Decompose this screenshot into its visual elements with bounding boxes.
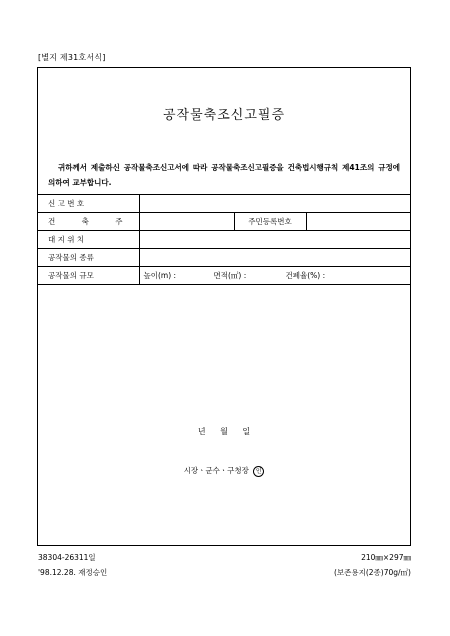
site-label: 대 지 위 치 — [38, 231, 139, 249]
approval-note: '98.12.28. 재정승인 — [38, 568, 108, 577]
resident-number-value — [306, 213, 410, 231]
certificate-frame — [37, 67, 411, 546]
page-title: 공작물축조신고필증 — [162, 108, 286, 123]
resident-number-label: 주민등록번호 — [234, 213, 306, 231]
site-value — [139, 231, 410, 249]
report-number-label: 신 고 번 호 — [38, 195, 139, 213]
paper-spec: (보존용지(2종)70g/㎡) — [333, 568, 411, 577]
table-row — [38, 267, 410, 285]
table-row — [38, 195, 410, 213]
table-row — [38, 231, 410, 249]
table-row — [38, 249, 410, 267]
kind-label: 공작물의 종류 — [38, 249, 139, 267]
form-number: [별지 제31호서식] — [38, 53, 106, 62]
issuer-line — [38, 465, 410, 477]
scale-label: 공작물의 규모 — [38, 267, 139, 285]
info-table — [38, 194, 410, 285]
coverage-label: 건폐율(%) : — [285, 271, 326, 280]
owner-label — [38, 213, 139, 231]
kind-value — [139, 249, 410, 267]
issue-date: 년 월 일 — [197, 427, 251, 436]
area-label: 면적(㎡) : — [213, 271, 247, 280]
seal-mark: 인 — [253, 466, 264, 477]
intro-text: 귀하께서 제출하신 공작물축조신고서에 따라 공작물축조신고필증을 건축법시행규칙 제41조의 규정에 의하여 교부합니다. — [48, 163, 400, 187]
scale-value — [139, 267, 410, 285]
issuer-title: 시장ㆍ군수ㆍ구청장 — [183, 466, 249, 475]
table-row — [38, 213, 410, 231]
report-number-value — [139, 195, 410, 213]
height-label: 높이(m) : — [143, 271, 177, 280]
form-code: 38304-26311일 — [38, 553, 96, 562]
paper-size: 210㎜×297㎜ — [361, 553, 411, 562]
owner-label-text: 건 축 주 — [48, 217, 135, 226]
owner-value — [139, 213, 234, 231]
